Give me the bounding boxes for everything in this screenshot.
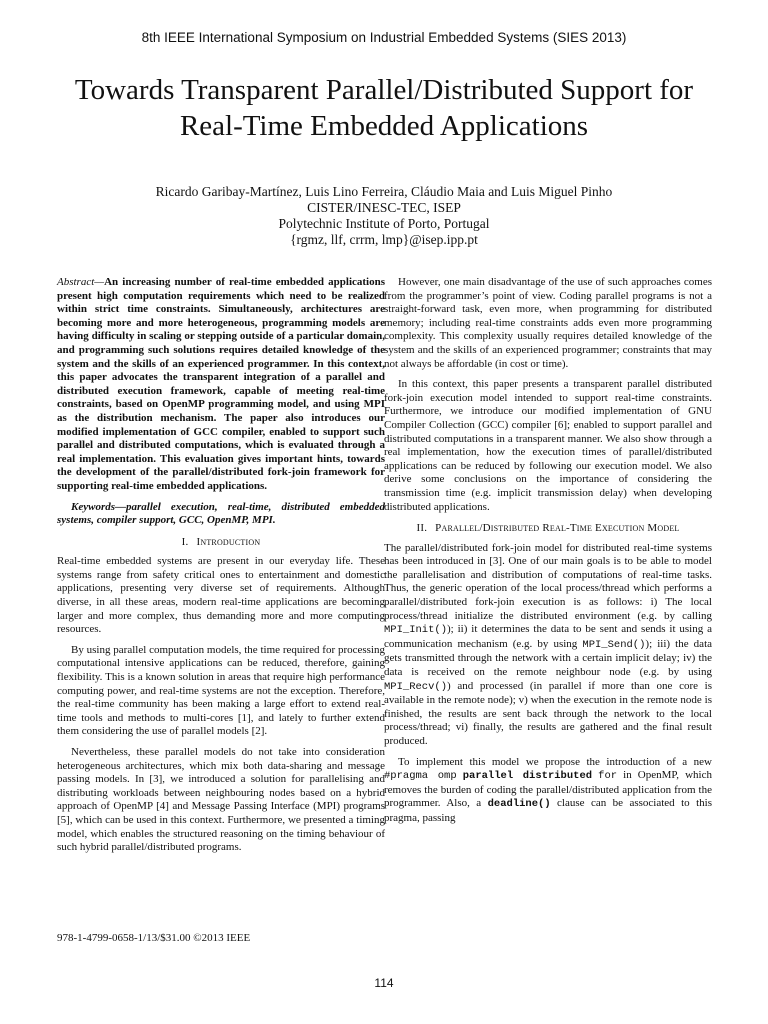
code-mpi-init: MPI_Init() <box>384 624 448 637</box>
paragraph: Nevertheless, these parallel models do not take into consideration heterogeneous architectures, which mix both data-sharing and message passing models. In [3], we introduced a solution for parallelising and distributing workloads between neighbouring nodes based on a hybrid approach of OpenMP [4] and Message Passing Interface (MPI) programs [5], which can be used in this context. Furthermore, we presented a timing model, which enables the structured reasoning on the timing behaviour of such hybrid parallel/distributed programs. <box>57 746 385 854</box>
paper-title <box>40 72 728 144</box>
abstract-text: An increasing number of real-time embedded applications present high computation requirements which need to be realized within strict time constraints. Simultaneously, architectures are becoming more and more heterogeneous, programming models are having difficulty in scaling or stepping outside of a particular domain, and programming such solutions requires detailed knowledge of the system and the skills of an experienced programmer. In this context, this paper advocates the transparent integration of a parallel and distributed execution framework, capable of meeting real-time constraints, based on OpenMP programming model, and using MPI as the distribution mechanism. The paper also introduces our modified implementation of GCC compiler, enabled to support such parallel and distributed computations, which is evaluated through a real implementation. This evaluation gives important hints, towards the development of the parallel/distributed fork-join framework for supporting real-time embedded applications. <box>57 276 385 492</box>
author-affiliation: CISTER/INESC-TEC, ISEP <box>307 200 461 215</box>
text-run: The parallel/distributed fork-join model for distributed real-time systems has been introduced in [3]. One of our main goals is to be able to model the parallelisation and distribution of computations of real-time tasks. Thus, the generic operation of the local process/thread which performs a parallel/distributed fork-join execution is as follows: i) The local process/thread initialize the distributed environment (e.g. by calling <box>384 541 712 622</box>
text-run: ) and processed (in parallel if more than one core is available in the remote node); v) when the execution in the remote node is finished, the results are sent back through the network to the local process/thread; vi) finally, the results are gathered and the final result produced. <box>384 679 712 747</box>
abstract-lead: Abstract— <box>57 276 105 288</box>
text-run: To implement this model we propose the introduction of a new <box>398 755 712 768</box>
section-number: I. <box>181 535 189 548</box>
code-mpi-send: MPI_Send() <box>582 638 646 651</box>
text-run: clause can be associated to this pragma, passing <box>384 797 712 824</box>
author-names: Ricardo Garibay-Martínez, Luis Lino Ferreira, Cláudio Maia and Luis Miguel Pinho <box>155 184 613 199</box>
author-emails: {rgmz, llf, crrm, lmp}@isep.ipp.pt <box>290 232 478 247</box>
paragraph: Real-time embedded systems are present in our everyday life. These systems range from safety critical ones to entertainment and domestic applications, presenting very diverse set of requirements. Although diverse, in all these areas, modern real-time applications are becoming larger and more complex, thus demanding more and more computing resources. <box>57 555 385 636</box>
section-title: Introduction <box>196 535 261 548</box>
right-column <box>384 276 712 833</box>
left-column <box>57 276 385 862</box>
paragraph-pragma <box>384 756 712 826</box>
title-line-1: Towards Transparent Parallel/Distributed Support for <box>74 74 694 106</box>
author-block <box>0 184 768 248</box>
paragraph: By using parallel computation models, the time required for processing computational intensive applications can be reduced, therefore, gaining flexibility. This is a known solution in areas that require high performance computing power, and real-time systems are not the exception. Therefore, the real-time community has been making a large effort to extend real-time tools and methods to multi-cores [1], and lately to further extend them considering the use of parallel models [2]. <box>57 643 385 738</box>
code-mpi-recv: MPI_Recv() <box>384 680 448 693</box>
abstract <box>57 276 385 494</box>
author-institution: Polytechnic Institute of Porto, Portugal <box>278 216 490 231</box>
keywords: Keywords—parallel execution, real-time, distributed embedded systems, compiler support, GCC, OpenMP, MPI. <box>57 500 385 527</box>
section-title: Parallel/Distributed Real-Time Execution Model <box>435 522 680 535</box>
paragraph-model <box>384 542 712 749</box>
paragraph: In this context, this paper presents a transparent parallel distributed fork-join execution model intended to support real-time constraints. Furthermore, we introduce our modified implementation of GNU Compiler Collection (GCC) compiler [6]; enabled to support parallel and distributed computations in a transparent manner. We also show through a real implementation, how the execution times of parallel/distributed applications can be reduced by following our execution model. We also derive some conclusions on the importance of considering the transmission time (e.g. implicit transmission delay) when developing distributed applications. <box>384 378 712 513</box>
section-number: II. <box>416 522 428 535</box>
code-deadline: deadline() <box>487 798 551 811</box>
code-parallel-distributed: parallel distributed <box>462 770 593 783</box>
text-run: in OpenMP, which removes the burden of coding the parallel/distributed application from the programmer. Also, a <box>384 769 712 810</box>
conference-header: 8th IEEE International Symposium on Industrial Embedded Systems (SIES 2013) <box>141 30 627 45</box>
section-heading-introduction <box>57 536 385 550</box>
copyright-notice: 978-1-4799-0658-1/13/$31.00 ©2013 IEEE <box>57 932 251 944</box>
code-pragma-omp: #pragma omp <box>384 770 457 783</box>
paragraph: However, one main disadvantage of the use of such approaches comes from the programmer’s point of view. Coding parallel programs is not a straight-forward task, even more, when programming for distributed memory; including real-time constraints adds even more programming complexity. This complexity usually requires detailed knowledge of the system and the skills of an experienced programmer; constraints that may not always be affordable (in cost or time). <box>384 276 712 370</box>
section-heading-model <box>384 522 712 536</box>
text-run: ); ii) it determines the data to be sent and sends it using a communication mechanism (e.g. by using <box>384 623 712 650</box>
code-for: for <box>598 770 618 783</box>
title-line-2: Real-Time Embedded Applications <box>179 110 589 142</box>
page-number: 114 <box>374 976 394 990</box>
text-run: ); iii) the data gets transmitted through the network with a certain implicit delay; iv) the data is received on the remote neighbour node (e.g. by using <box>384 637 713 679</box>
